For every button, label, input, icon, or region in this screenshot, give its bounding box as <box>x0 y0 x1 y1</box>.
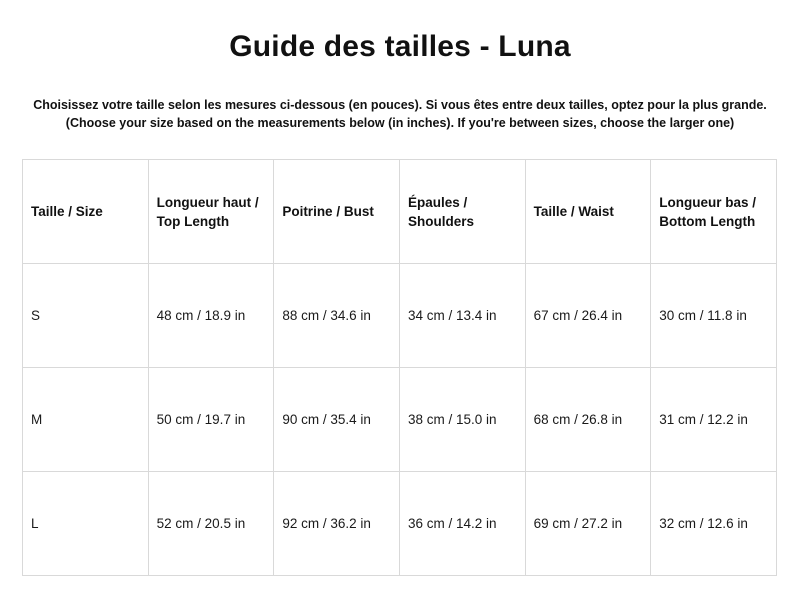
cell-bottom-length: 30 cm / 11.8 in <box>651 264 777 368</box>
header-bust: Poitrine / Bust <box>274 160 400 264</box>
size-chart-table <box>22 159 777 576</box>
cell-shoulders: 38 cm / 15.0 in <box>399 368 525 472</box>
cell-size: L <box>23 472 149 576</box>
table-row <box>23 368 777 472</box>
table-row <box>23 472 777 576</box>
table-header-row <box>23 160 777 264</box>
header-bottom-length: Longueur bas / Bottom Length <box>651 160 777 264</box>
header-waist: Taille / Waist <box>525 160 651 264</box>
cell-bust: 90 cm / 35.4 in <box>274 368 400 472</box>
cell-bust: 88 cm / 34.6 in <box>274 264 400 368</box>
intro-line-fr: Choisissez votre taille selon les mesures ci-dessous (en pouces). Si vous êtes entre deux tailles, optez pour la plus grande. <box>33 98 767 112</box>
header-size: Taille / Size <box>23 160 149 264</box>
cell-shoulders: 36 cm / 14.2 in <box>399 472 525 576</box>
cell-size: M <box>23 368 149 472</box>
intro-text <box>0 96 800 132</box>
cell-top-length: 50 cm / 19.7 in <box>148 368 274 472</box>
cell-bottom-length: 32 cm / 12.6 in <box>651 472 777 576</box>
table-row <box>23 264 777 368</box>
cell-waist: 69 cm / 27.2 in <box>525 472 651 576</box>
cell-bottom-length: 31 cm / 12.2 in <box>651 368 777 472</box>
header-top-length: Longueur haut / Top Length <box>148 160 274 264</box>
intro-line-en: (Choose your size based on the measurements below (in inches). If you're between sizes, choose the larger one) <box>65 116 735 130</box>
cell-top-length: 48 cm / 18.9 in <box>148 264 274 368</box>
cell-waist: 67 cm / 26.4 in <box>525 264 651 368</box>
cell-shoulders: 34 cm / 13.4 in <box>399 264 525 368</box>
page-title: Guide des tailles - Luna <box>229 30 571 63</box>
header-shoulders: Épaules / Shoulders <box>399 160 525 264</box>
cell-size: S <box>23 264 149 368</box>
cell-waist: 68 cm / 26.8 in <box>525 368 651 472</box>
cell-top-length: 52 cm / 20.5 in <box>148 472 274 576</box>
cell-bust: 92 cm / 36.2 in <box>274 472 400 576</box>
